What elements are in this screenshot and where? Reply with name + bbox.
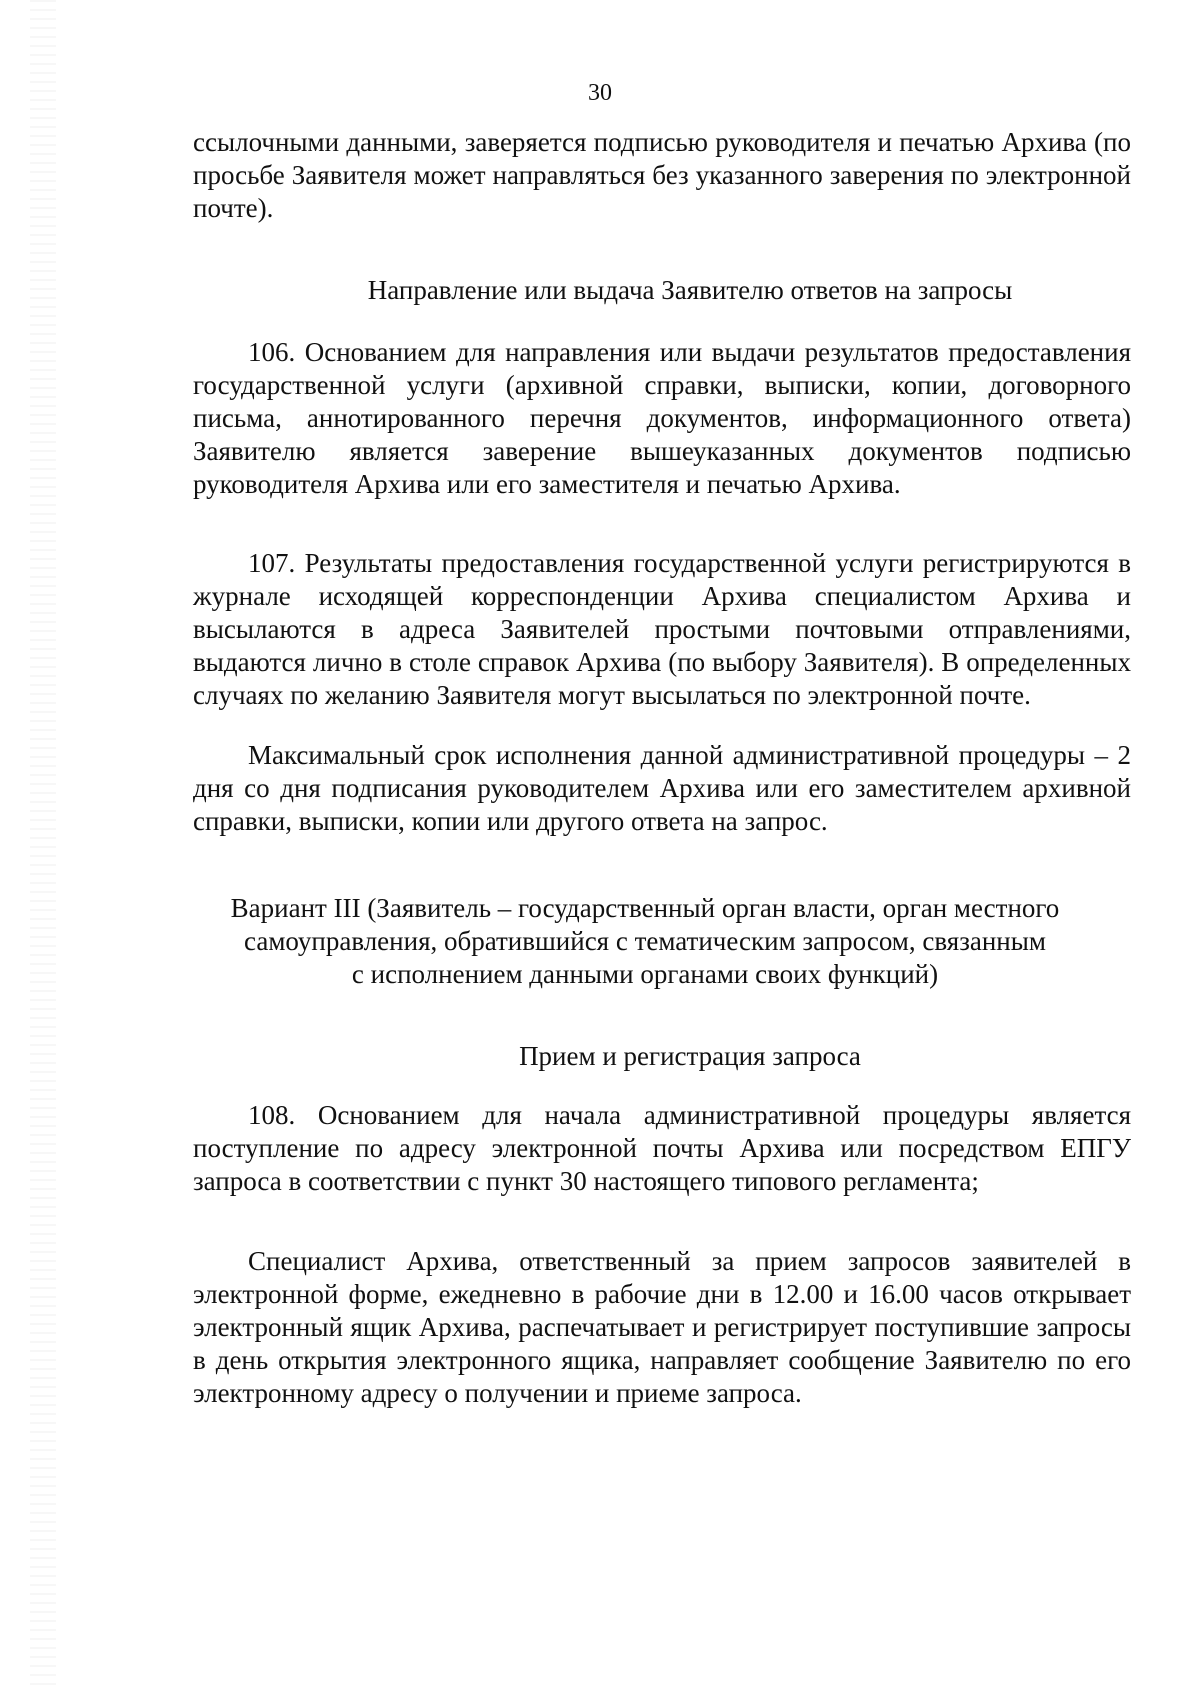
scan-edge-artifact [30, 0, 56, 1688]
variant-heading-line-2: самоуправления, обратившийся с тематическим запросом, связанным [244, 926, 1046, 956]
paragraph-108: 108. Основанием для начала административной процедуры является поступление по адресу электронной почты Архива или посредством ЕПГУ запроса в соответствии с пункт 30 настоящего типового регламента; [193, 1100, 1131, 1196]
paragraph-106: 106. Основанием для направления или выдачи результатов предоставления государственной услуги (архивной справки, выписки, копии, договорного письма, аннотированного перечня документов, информационного ответа) Заявителю является заверение вышеуказанных документов подписью руководителя Архива или его заместителя и печатью Архива. [193, 337, 1131, 499]
section-heading-delivery: Направление или выдача Заявителю ответов на запросы [367, 275, 1013, 305]
variant-heading-line-3: с исполнением данными органами своих функций) [351, 959, 939, 989]
variant-heading-line-1: Вариант III (Заявитель – государственный орган власти, орган местного [230, 893, 1060, 923]
paragraph-107: 107. Результаты предоставления государственной услуги регистрируются в журнале исходящей корреспонденции Архива специалистом Архива и высылаются в адреса Заявителей простыми почтовыми отправлениями, выдаются лично в столе справок Архива (по выбору Заявителя). В определенных случаях по желанию Заявителя могут высылаться по электронной почте. [193, 548, 1131, 710]
paragraph-max-term: Максимальный срок исполнения данной административной процедуры – 2 дня со дня подписания руководителем Архива или его заместителем архивной справки, выписки, копии или другого ответа на запрос. [193, 740, 1131, 836]
section-heading-reception: Прием и регистрация запроса [519, 1041, 861, 1071]
paragraph-continuation: ссылочными данными, заверяется подписью руководителя и печатью Архива (по просьбе Заявителя может направляться без указанного заверения по электронной почте). [193, 127, 1131, 223]
paragraph-specialist: Специалист Архива, ответственный за прием запросов заявителей в электронной форме, ежедневно в рабочие дни в 12.00 и 16.00 часов открывает электронный ящик Архива, распечатывает и регистрирует поступившие запросы в день открытия электронного ящика, направляет сообщение Заявителю по его электронному адресу о получении и приеме запроса. [193, 1246, 1131, 1408]
variant-heading [160, 892, 1130, 991]
page-number: 30 [588, 80, 612, 106]
